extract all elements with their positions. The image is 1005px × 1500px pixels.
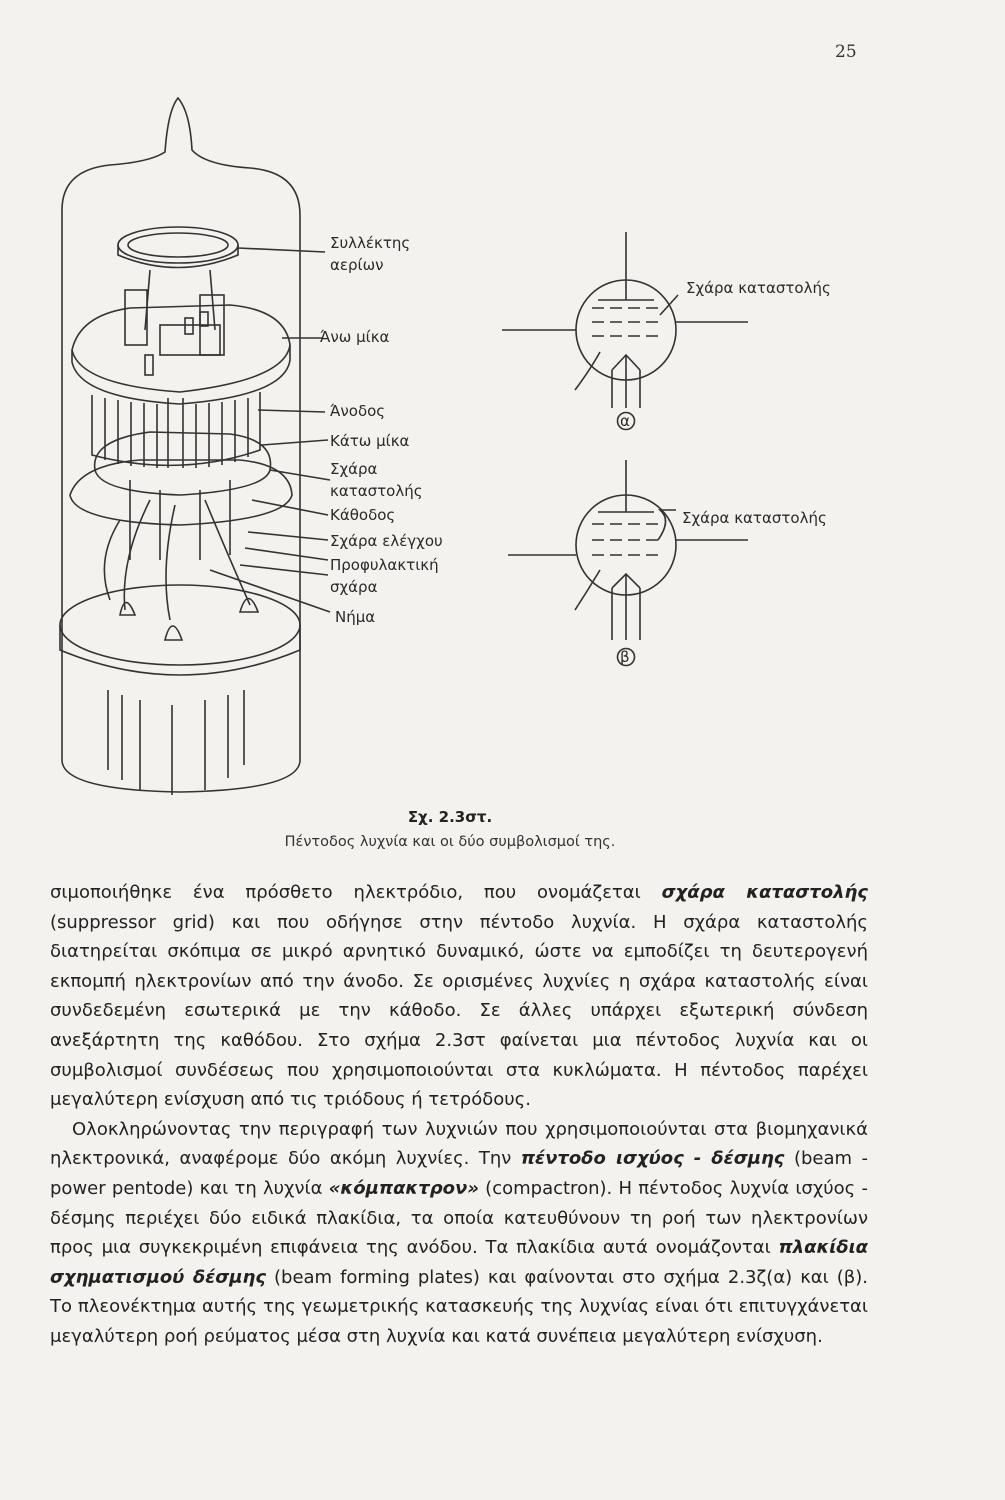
marker-alpha: α: [620, 412, 630, 430]
term-compactron: «κόμπακτρον»: [328, 1177, 479, 1199]
label-screen-grid: Προφυλακτική: [330, 556, 439, 574]
body-text: [50, 878, 868, 1352]
label-symbol-a-suppressor: Σχάρα καταστολής: [686, 279, 831, 297]
label-control-grid: Σχάρα ελέγχου: [330, 532, 443, 550]
figure-caption-subtitle: Πέντοδος λυχνία και οι δύο συμβολισμοί της.: [284, 834, 616, 850]
label-filament: Νήμα: [335, 608, 376, 626]
label-lower-mica: Κάτω μίκα: [330, 432, 410, 450]
label-cathode: Κάθοδος: [330, 506, 396, 524]
pentode-symbol-b: [508, 460, 748, 666]
label-gas-collector-2: αερίων: [330, 256, 384, 274]
label-gas-collector: Συλλέκτης: [330, 234, 411, 252]
label-symbol-b-suppressor: Σχάρα καταστολής: [682, 509, 827, 527]
label-anode: Άνοδος: [330, 402, 386, 420]
term-beam-forming-plates: πλακίδια σχηματισμού δέσμης: [50, 1237, 868, 1288]
term-beam-power-pentode: πέντοδο ισχύος - δέσμης: [520, 1148, 785, 1170]
tube-base: [60, 585, 300, 665]
label-screen-grid-2: σχάρα: [330, 578, 378, 596]
page-number: 25: [835, 42, 857, 62]
paragraph-2: Ολοκληρώνοντας την περιγραφή των λυχνιών που χρησιμοποιούνται στα βιομηχανικά ηλεκτρονικά, αναφέρομε δύο ακόμη λυχνίες. Την πέντοδο ισχύος - δέσμης (beam - power pentode) και τη λυχνία «κόμπακτρον» (compactron). Η πέντοδος λυχνία ισχύος - δέσμης περιέχει δύο ειδικά πλακίδια, τα οποία κατευθύνουν τη ροή των ηλεκτρονίων προς μια συγκεκριμένη επιφάνεια της ανόδου. Τα πλακίδια αυτά ονομάζονται πλακίδια σχηματισμού δέσμης (beam forming plates) και φαίνονται στο σχήμα 2.3ζ(α) και (β). Το πλεονέκτημα αυτής της γεωμετρικής κατασκευής της λυχνίας είναι ότι επιτυγχάνεται μεγαλύτερη ροή ρεύματος μέσα στη λυχνία και κατά συνέπεια μεγαλύτερη ενίσχυση.: [50, 1118, 869, 1347]
pentode-symbol-a: [502, 232, 748, 430]
label-upper-mica: Άνω μίκα: [320, 328, 390, 346]
term-suppressor-grid: σχάρα καταστολής: [661, 882, 868, 903]
label-suppressor-grid-2: καταστολής: [330, 482, 423, 500]
paragraph-1: σιμοποιήθηκε ένα πρόσθετο ηλεκτρόδιο, που ονομάζεται σχάρα καταστολής (suppressor grid) και που οδήγησε στην πέντοδο λυχνία. Η σχάρα καταστολής διατηρείται σκόπιμα σε μικρό αρνητικό δυναμικό, ώστε να εμποδίζει τη δευτερογενή εκπομπή ηλεκτρονίων από την άνοδο. Σε ορισμένες λυχνίες η σχάρα καταστολής είναι συνδεδεμένη εσωτερικά με την κάθοδο. Σε άλλες υπάρχει εξωτερική σύνδεση ανεξάρτητη της καθόδου. Στο σχήμα 2.3στ φαίνεται μια πέντοδος λυχνία και οι συμβολισμοί συνδέσεως που χρησιμοποιούνται στα κυκλώματα. Η πέντοδος παρέχει μεγαλύτερη ενίσχυση από τις τριόδους ή τετρόδους.: [50, 882, 868, 1111]
label-suppressor-grid: Σχάρα: [330, 460, 378, 478]
figure-caption-title: Σχ. 2.3στ.: [407, 808, 493, 826]
marker-beta: β: [620, 648, 630, 666]
upper-mica: [72, 305, 290, 392]
tube-pins: [108, 690, 244, 795]
